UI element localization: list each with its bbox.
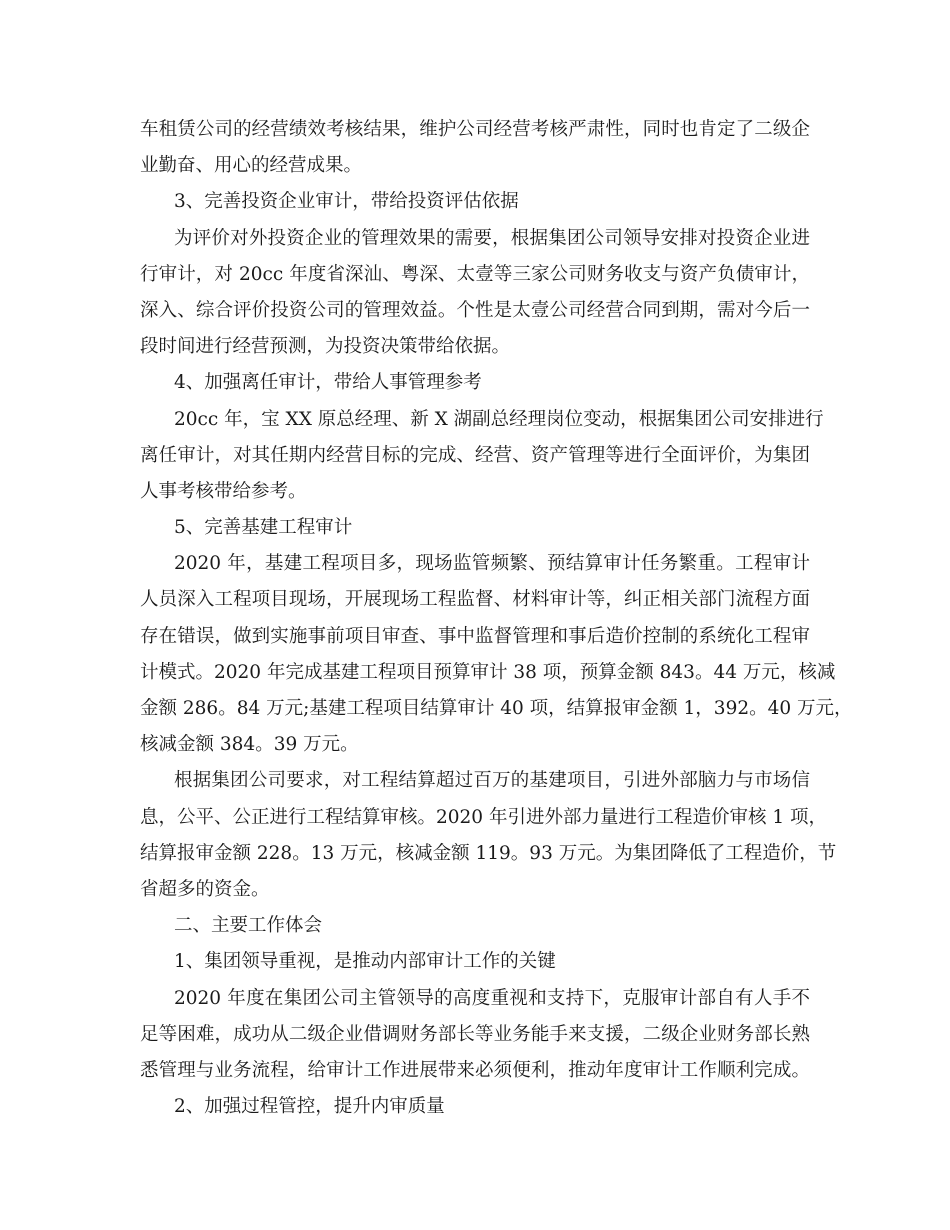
text-line: 4、加强离任审计，带给人事管理参考 [174,372,482,394]
text-line: 业勤奋、用心的经营成果。 [140,155,363,177]
text-line: 结算报审金额 228。13 万元，核减金额 119。93 万元。为集团降低了工程造价，节 [140,842,837,864]
text-line: 足等困难，成功从二级企业借调财务部长等业务能手来支援，二级企业财务部长熟 [140,1023,810,1045]
text-line: 离任审计，对其任期内经营目标的完成、经营、资产管理等进行全面评价，为集团 [140,444,810,466]
text-line: 深入、综合评价投资公司的管理效益。个性是太壹公司经营合同到期，需对今后一 [140,299,810,321]
text-line: 金额 286。84 万元;基建工程项目结算审计 40 项，结算报审金额 1，392。40 万元， [140,698,853,719]
text-line: 2020 年，基建工程项目多，现场监管频繁、预结算审计任务繁重。工程审计 [174,553,810,575]
text-line: 存在错误，做到实施事前项目审查、事中监督管理和事后造价控制的系统化工程审 [140,625,810,647]
text-line: 1、集团领导重视，是推动内部审计工作的关键 [174,951,556,973]
text-line: 2020 年度在集团公司主管领导的高度重视和支持下，克服审计部自有人手不 [174,987,810,1009]
text-line: 20cc 年，宝 XX 原总经理、新 X 湖副总经理岗位变动，根据集团公司安排进行 [174,408,824,430]
document-body [140,112,853,1125]
text-line: 5、完善基建工程审计 [174,517,353,539]
text-line: 车租赁公司的经营绩效考核结果，维护公司经营考核严肃性，同时也肯定了二级企 [140,119,810,140]
text-line: 二、主要工作体会 [174,915,323,937]
text-line: 为评价对外投资企业的管理效果的需要，根据集团公司领导安排对投资企业进 [174,227,810,249]
text-line: 息，公平、公正进行工程结算审核。2020 年引进外部力量进行工程造价审核 1 项， [140,806,827,828]
text-line: 核减金额 384。39 万元。 [140,734,359,756]
text-line: 行审计，对 20cc 年度省深汕、粤深、太壹等三家公司财务收支与资产负债审计， [140,263,810,285]
text-line: 省超多的资金。 [140,878,270,900]
text-line: 3、完善投资企业审计，带给投资评估依据 [174,191,519,213]
text-line: 计模式。2020 年完成基建工程项目预算审计 38 项，预算金额 843。44 万元，核减 [140,661,836,683]
text-line: 人事考核带给参考。 [140,480,307,502]
text-line: 人员深入工程项目现场，开展现场工程监督、材料审计等，纠正相关部门流程方面 [140,589,810,611]
text-line: 悉管理与业务流程，给审计工作进展带来必须便利，推动年度审计工作顺利完成。 [140,1059,810,1081]
text-line: 2、加强过程管控，提升内审质量 [174,1096,445,1118]
text-line: 段时间进行经营预测，为投资决策带给依据。 [140,336,511,358]
text-line: 根据集团公司要求，对工程结算超过百万的基建项目，引进外部脑力与市场信 [174,770,810,792]
